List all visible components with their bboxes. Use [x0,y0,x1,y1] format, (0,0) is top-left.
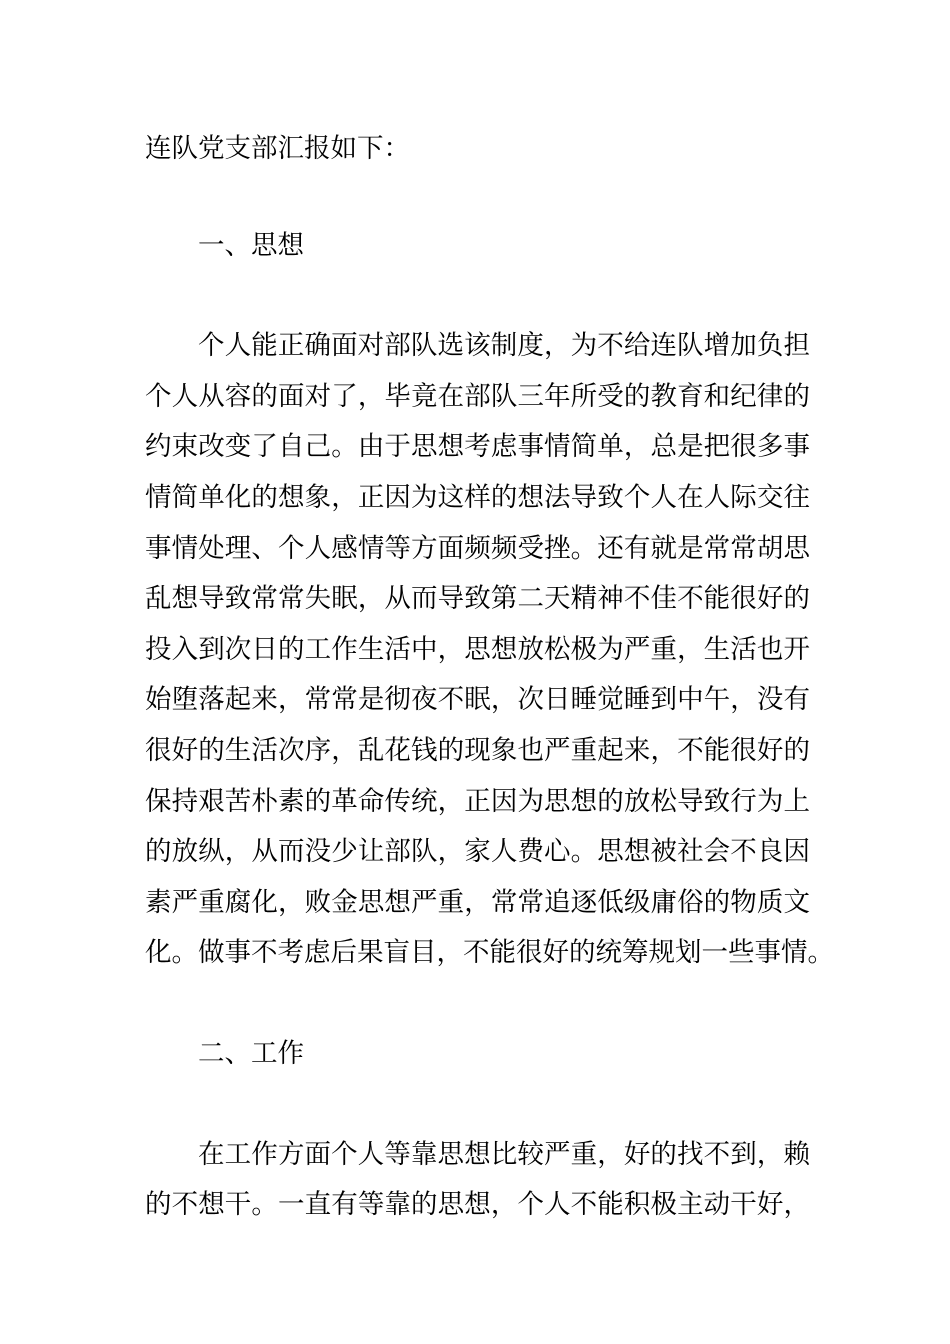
paragraph-line: 始堕落起来，常常是彻夜不眠，次日睡觉睡到中午，没有 [145,684,810,716]
section-heading-work: 二、工作 [198,1037,304,1069]
paragraph-line: 的放纵，从而没少让部队，家人费心。思想被社会不良因 [145,836,810,868]
paragraph-line: 的不想干。一直有等靠的思想，个人不能积极主动干好， [145,1189,810,1221]
paragraph-line: 化。做事不考虑后果盲目，不能很好的统筹规划一些事情。 [145,937,834,969]
paragraph-line: 情简单化的想象，正因为这样的想法导致个人在人际交往 [145,481,810,513]
paragraph-line: 乱想导致常常失眠，从而导致第二天精神不佳不能很好的 [145,583,810,615]
paragraph-line: 事情处理、个人感情等方面频频受挫。还有就是常常胡思 [145,532,810,564]
section-heading-thought: 一、思想 [198,229,304,261]
paragraph-line: 投入到次日的工作生活中，思想放松极为严重，生活也开 [145,633,810,665]
section-paragraph-thought [145,321,834,979]
section-paragraph-work [145,1130,810,1231]
paragraph-line: 素严重腐化，败金思想严重，常常追逐低级庸俗的物质文 [145,886,810,918]
paragraph-line: 很好的生活次序，乱花钱的现象也严重起来，不能很好的 [145,734,810,766]
paragraph-line: 个人能正确面对部队选该制度，为不给连队增加负担 [198,330,810,362]
intro-line: 连队党支部汇报如下： [145,133,410,164]
document-body [145,124,834,1231]
paragraph-line: 保持艰苦朴素的革命传统，正因为思想的放松导致行为上 [145,785,810,817]
paragraph-line: 个人从容的面对了，毕竟在部队三年所受的教育和纪律的 [145,380,810,412]
paragraph-line: 约束改变了自己。由于思想考虑事情简单，总是把很多事 [145,431,810,463]
paragraph-line: 在工作方面个人等靠思想比较严重，好的找不到，赖 [198,1138,810,1170]
